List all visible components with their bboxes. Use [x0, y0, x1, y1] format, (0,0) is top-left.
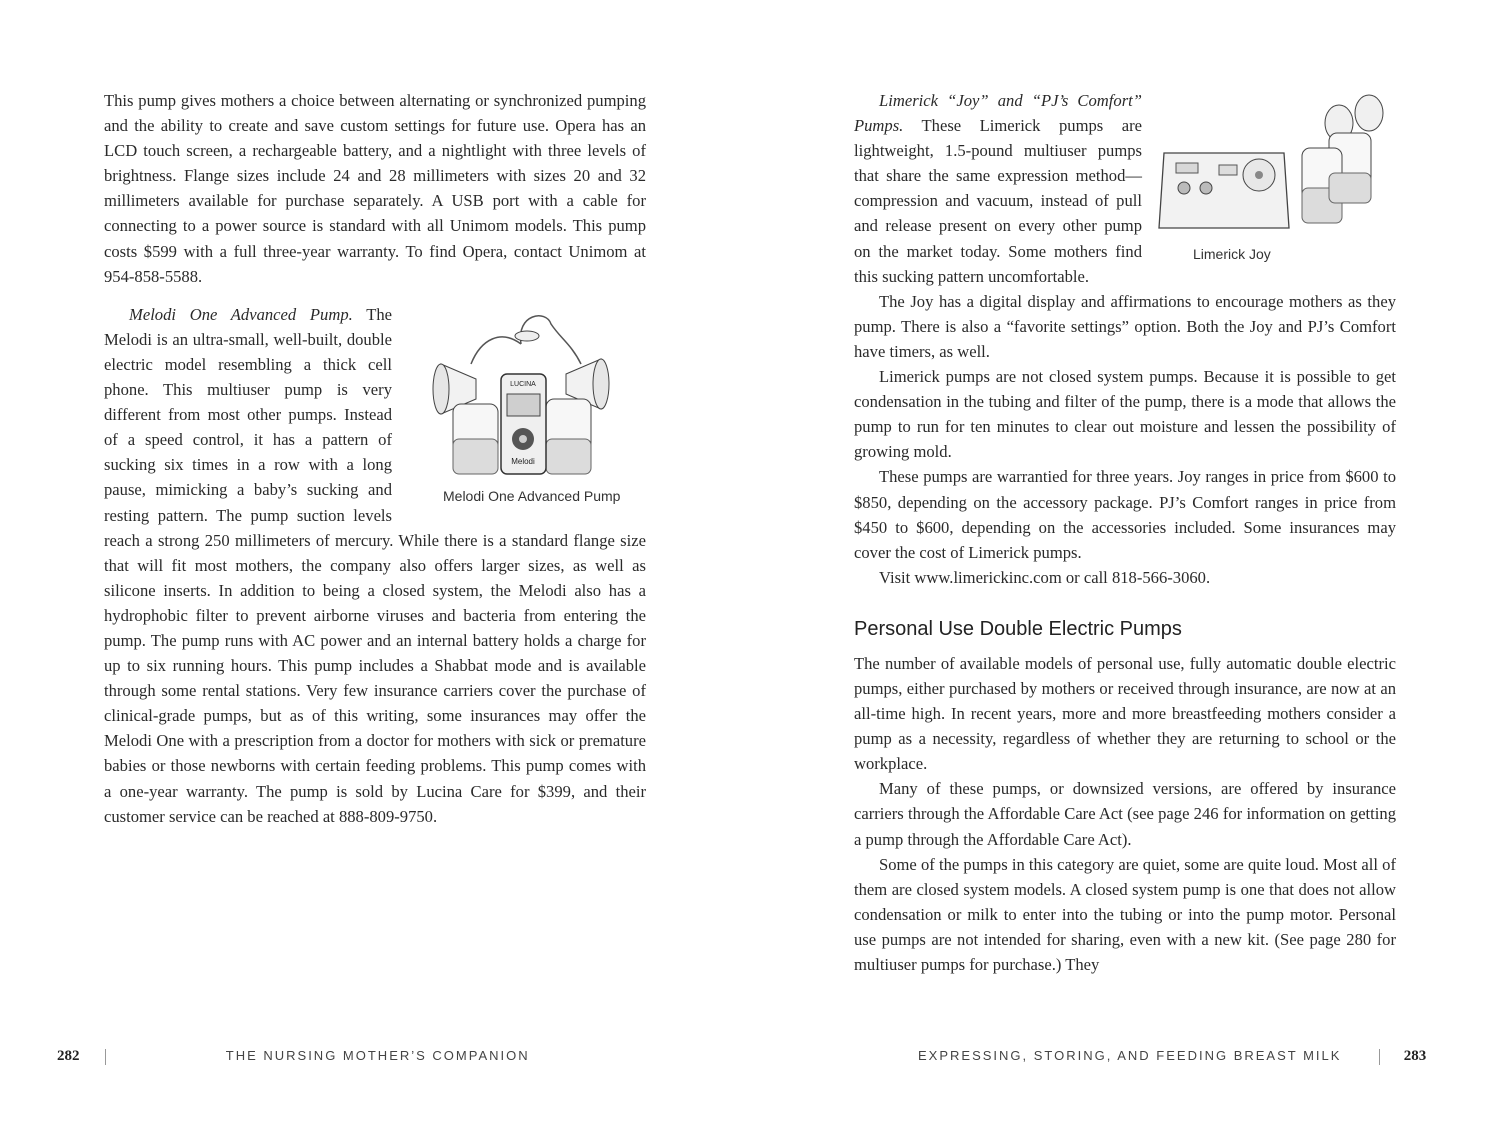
- personal-use-paragraph-3: Some of the pumps in this category are quiet, some are quite loud. Most all of them are closed system models. A closed system pump is one that does not allow condensation or milk to enter into the tubing or into the pump motor. Personal use pumps are not intended for sharing, even with a new kit. (See page 280 for multiuser pumps for purchase.) They: [854, 854, 1396, 974]
- melodi-text: The Melodi is an ultra-small, well-built, double electric model resembling a thick cell phone. This multiuser pump is very different from most other pumps. Instead of a speed control, it has a pattern of sucking six times in a row with a long pause, mimicking a baby’s sucking and resting pattern. The pump suction levels reach a strong 250 millimeters of mercury. While there is a standard flange size that will fit most mothers, the company also offers larger sizes, as well as silicone inserts. In addition to being a closed system, the Melodi also has a hydrophobic filter to prevent airborne viruses and bacteria from entering the pump. The pump runs with AC power and an internal battery holds a charge for up to six running hours. This pump includes a Shabbat mode and is available through some rental stations. Very few insurance carriers cover the purchase of clinical-grade pumps, but as of this writing, some insurances may offer the Melodi One with a prescription from a doctor for mothers with sick or premature babies or those newborns with certain feeding problems. This pump comes with a one-year warranty. The pump is sold by Lucina Care for $399, and their customer service can be reached at 888-809-9750.: [104, 304, 646, 826]
- limerick-title: Limerick “Joy” and “PJ’s Comfort” Pumps.: [854, 91, 1142, 136]
- limerick-figure: [1146, 88, 1396, 263]
- melodi-pump-drawing: [421, 304, 621, 484]
- opera-paragraph: This pump gives mothers a choice between alternating or synchronized pumping and the ability to create and save custom settings for future use. Opera has an LCD touch screen, a rechargeable battery, and a nightlight with three levels of brightness. Flange sizes include 24 and 28 millimeters with sizes 20 and 32 millimeters available for purchase separately. A USB port with a cable for connecting to a power source is standard with all Unimom models. This pump costs $599 with a full three-year warranty. To find Opera, contact Unimom at 954-858-5588.: [104, 91, 646, 286]
- running-head-left: THE NURSING MOTHER’S COMPANION: [225, 1048, 530, 1063]
- melodi-paragraph: [104, 302, 646, 829]
- running-head-right: EXPRESSING, STORING, AND FEEDING BREAST MILK: [918, 1048, 1342, 1063]
- melodi-figure: [396, 302, 646, 505]
- device-name-label: Melodi: [511, 457, 535, 467]
- device-brand-label: LUCINA: [510, 381, 536, 389]
- limerick-paragraph: [854, 88, 1396, 289]
- footer-divider-left: [105, 1049, 106, 1065]
- personal-use-paragraph-1: The number of available models of personal use, fully automatic double electric pumps, either purchased by mothers or received through insurance, are now at an all-time high. In recent years, more and more breastfeeding mothers consider a pump as a necessity, regardless of whether they are returning to school or the workplace.: [854, 653, 1396, 774]
- left-footer: [57, 1048, 577, 1072]
- limerick-joy-drawing: [1154, 93, 1389, 243]
- limerick-text: These Limerick pumps are lightweight, 1.5-pound multiuser pumps that share the same expression method—compression and vacuum, instead of pull and release present on every other pump on the market today. Some mothers find this sucking pattern uncomfortable.: [854, 116, 1142, 286]
- page-number-left: 282: [57, 1048, 80, 1064]
- page-number-right: 283: [1403, 1048, 1427, 1064]
- limerick-joy-illustration: [1146, 88, 1396, 243]
- closed-system-paragraph: Limerick pumps are not closed system pumps. Because it is possible to get condensation in the tubing and filter of the pump, there is a mode that allows the pump to run for ten minutes to clear out moisture and lessen the possibility of growing mold.: [854, 367, 1396, 462]
- visit-paragraph: Visit www.limerickinc.com or call 818-566-3060.: [879, 567, 1211, 587]
- right-page: [750, 0, 1500, 1125]
- section-heading: Personal Use Double Electric Pumps: [854, 617, 1182, 640]
- melodi-title: Melodi One Advanced Pump.: [129, 304, 353, 324]
- joy-paragraph: The Joy has a digital display and affirmations to encourage mothers as they pump. There is also a “favorite settings” option. Both the Joy and PJ’s Comfort have timers, as well.: [854, 291, 1396, 361]
- right-text-column: [854, 88, 1396, 977]
- melodi-pump-illustration: [396, 302, 646, 487]
- melodi-caption: Melodi One Advanced Pump: [443, 487, 621, 504]
- personal-use-paragraph-2: Many of these pumps, or downsized versions, are offered by insurance carriers through the Affordable Care Act (see page 246 for information on getting a pump through the Affordable Care Act).: [854, 779, 1396, 849]
- limerick-caption: Limerick Joy: [1193, 246, 1271, 262]
- warranty-paragraph: These pumps are warrantied for three years. Joy ranges in price from $600 to $850, depending on the accessory package. PJ’s Comfort ranges in price from $450 to $600, depending on the accessories included. Some insurances may cover the cost of Limerick pumps.: [854, 467, 1396, 562]
- footer-divider-right: [1379, 1049, 1380, 1065]
- right-footer: [918, 1048, 1458, 1072]
- left-text-column: [104, 88, 646, 829]
